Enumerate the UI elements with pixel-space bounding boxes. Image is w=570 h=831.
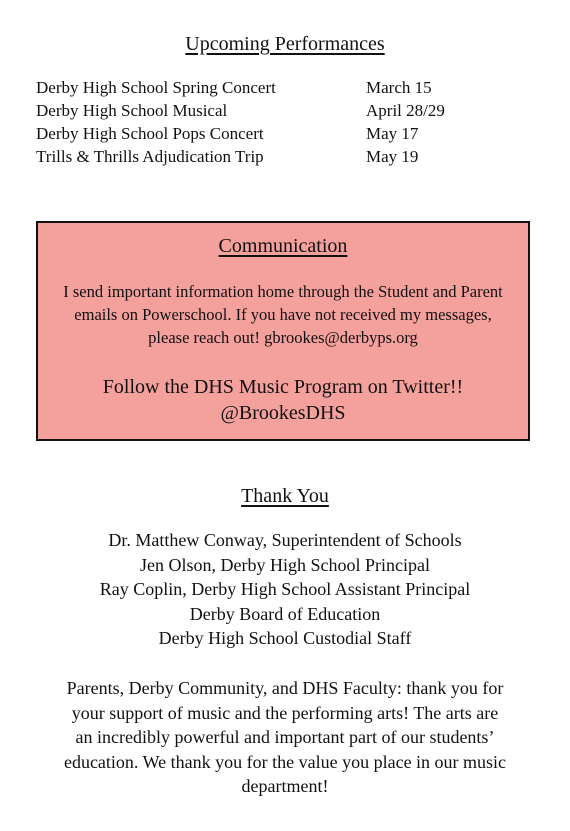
performance-date: April 28/29 <box>366 101 445 120</box>
performance-row <box>36 76 516 99</box>
communication-line: I send important information home through the Student and Parent <box>63 282 503 301</box>
closing-line: an incredibly powerful and important part of our students’ <box>75 727 495 748</box>
twitter-callout <box>38 374 528 426</box>
performance-row <box>36 99 516 122</box>
thank-you-name: Derby High School Custodial Staff <box>158 628 412 649</box>
performance-list <box>36 76 516 168</box>
communication-line: emails on Powerschool. If you have not received my messages, <box>74 305 492 324</box>
performance-name: Trills & Thrills Adjudication Trip <box>36 147 264 166</box>
thank-you-name: Dr. Matthew Conway, Superintendent of Schools <box>108 530 462 550</box>
thank-you-list <box>0 528 570 651</box>
upcoming-performances-heading: Upcoming Performances <box>185 33 385 55</box>
performance-name: Derby High School Pops Concert <box>36 124 264 143</box>
communication-text <box>38 280 528 349</box>
communication-box <box>36 221 530 441</box>
communication-heading: Communication <box>218 235 348 257</box>
thank-you-heading: Thank You <box>241 485 329 507</box>
performance-date: May 17 <box>366 124 419 143</box>
performance-name: Derby High School Musical <box>36 101 228 120</box>
closing-paragraph <box>24 676 546 799</box>
performance-date: May 19 <box>366 147 419 166</box>
closing-line: your support of music and the performing arts! The arts are <box>71 702 499 723</box>
closing-line: department! <box>241 776 329 797</box>
performance-row <box>36 145 516 168</box>
thank-you-name: Jen Olson, Derby High School Principal <box>140 554 430 575</box>
performance-date: March 15 <box>366 78 432 97</box>
twitter-follow-text: Follow the DHS Music Program on Twitter!! <box>102 376 464 398</box>
communication-line: please reach out! gbrookes@derbyps.org <box>148 328 418 347</box>
closing-line: Parents, Derby Community, and DHS Faculty: thank you for <box>66 678 504 698</box>
performance-row <box>36 122 516 145</box>
twitter-handle: @BrookesDHS <box>220 402 346 424</box>
closing-line: education. We thank you for the value you place in our music <box>63 751 507 772</box>
thank-you-name: Derby Board of Education <box>189 603 381 624</box>
thank-you-name: Ray Coplin, Derby High School Assistant Principal <box>99 579 471 600</box>
performance-name: Derby High School Spring Concert <box>36 78 276 97</box>
